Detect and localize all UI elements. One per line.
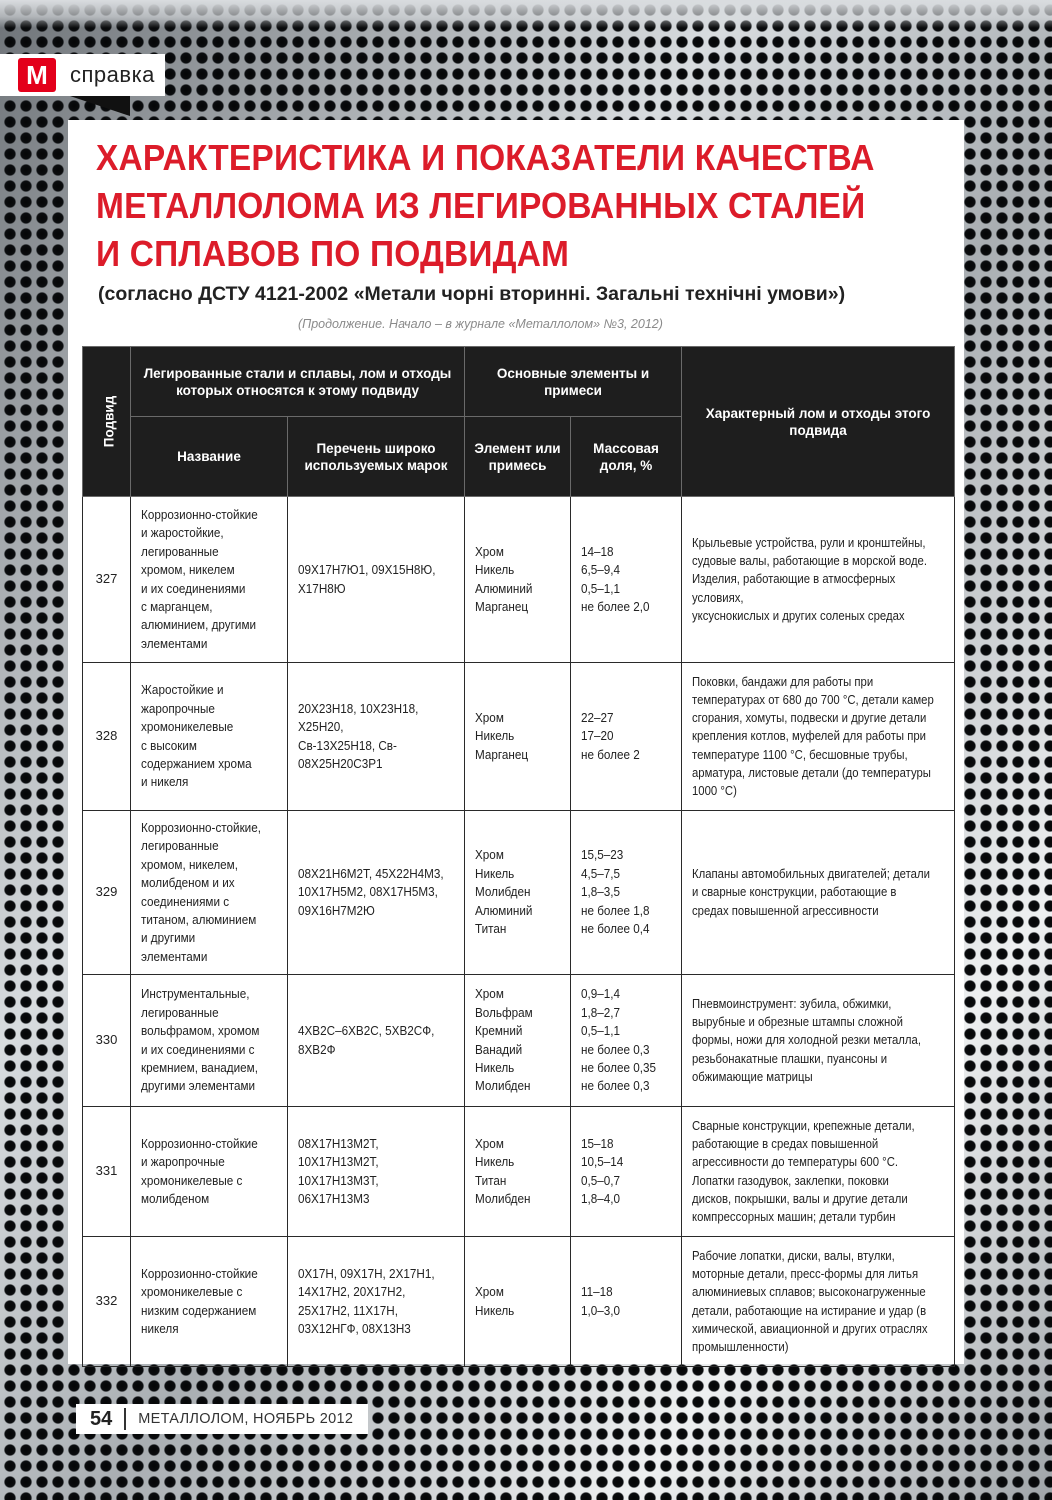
cell-line: не более 0,35 <box>581 1059 657 1075</box>
elements-list <box>465 663 571 811</box>
cell-line: алюминиевых сплавов; высоконагруженные <box>692 1285 926 1300</box>
cell-line: 1,0–3,0 <box>581 1302 621 1318</box>
scrap-description <box>682 1107 955 1237</box>
scrap-description <box>682 975 955 1107</box>
cell-line: 4ХВ2С–6ХВ2С, 5ХВ2СФ, <box>298 1023 435 1039</box>
cell-line: работающие в средах повышенной <box>692 1137 879 1152</box>
subtype-name <box>131 497 288 663</box>
cell-line: Никель <box>475 1154 515 1170</box>
cell-line: Рабочие лопатки, диски, валы, втулки, <box>692 1248 895 1263</box>
cell-line: дисков, покрышки, валы и другие детали <box>692 1191 908 1206</box>
cell-line: химической, авиационной и других отраслях <box>692 1321 928 1336</box>
table-row <box>83 1107 955 1237</box>
table-row <box>83 975 955 1107</box>
cell-line: Марганец <box>475 598 529 614</box>
cell-line: титаном, алюминием <box>141 911 257 927</box>
header-name: Название <box>131 417 288 497</box>
cell-line: другими элементами <box>141 1078 256 1094</box>
footer-separator <box>124 1408 126 1430</box>
cell-line: Алюминий <box>475 580 533 596</box>
cell-line: Алюминий <box>475 902 533 918</box>
cell-line: с марганцем, <box>141 598 213 614</box>
grades-list <box>288 1107 465 1237</box>
cell-line: низким содержанием <box>141 1302 257 1318</box>
cell-line: Титан <box>475 1172 507 1188</box>
table-row <box>83 497 955 663</box>
cell-line: Св-13Х25Н18, Св- <box>298 737 397 753</box>
steel-subtypes-table <box>82 346 955 1367</box>
cell-line: 08Х21Н6М2Т, 45Х22Н4М3, <box>298 865 444 881</box>
page-number: 54 <box>90 1407 113 1430</box>
cell-line: Хром <box>475 543 504 559</box>
cell-line: Хром <box>475 1135 504 1151</box>
section-tab <box>0 54 165 96</box>
cell-line: 8ХВ2Ф <box>298 1041 336 1057</box>
subtype-number: 328 <box>83 663 131 811</box>
cell-line: Хром <box>475 847 504 863</box>
cell-line: 20Х23Н18, 10Х23Н18, <box>298 700 419 716</box>
cell-line: и их соединениями <box>141 580 246 596</box>
cell-line: компрессорных машин; детали турбин <box>692 1209 896 1224</box>
cell-line: Коррозионно-стойкие <box>141 1265 258 1281</box>
cell-line: детали, работающие на истирание и удар (в <box>692 1303 927 1318</box>
cell-line: средах повышенной агрессивности <box>692 903 879 918</box>
cell-line: никеля <box>141 1320 179 1336</box>
cell-line: 14Х17Н2, 20Х17Н2, <box>298 1284 406 1300</box>
cell-line: Молибден <box>475 1190 531 1206</box>
elements-list <box>465 497 571 663</box>
subtype-number: 331 <box>83 1107 131 1237</box>
cell-line: Хром <box>475 1284 504 1300</box>
fractions-list <box>571 1107 682 1237</box>
cell-line: Никель <box>475 1059 515 1075</box>
cell-line: Изделия, работающие в атмосферных условиях, <box>692 572 896 605</box>
header-group: Легированные стали и сплавы, лом и отходы которых относятся к этому подвиду <box>131 347 465 417</box>
subtype-name <box>131 975 288 1107</box>
cell-line: Коррозионно-стойкие <box>141 506 258 522</box>
cell-line: Титан <box>475 921 507 937</box>
header-element: Элемент или примесь <box>465 417 571 497</box>
tab-wedge-decoration <box>70 96 130 116</box>
cell-line: элементами <box>141 948 208 964</box>
cell-line: легированные <box>141 838 219 854</box>
cell-line: 0,5–1,1 <box>581 1023 621 1039</box>
subtype-name <box>131 1107 288 1237</box>
fractions-list <box>571 811 682 975</box>
fractions-list <box>571 1237 682 1367</box>
cell-line: агрессивности до температуры 600 °С. <box>692 1155 899 1170</box>
cell-line: Поковки, бандажи для работы при <box>692 674 874 689</box>
cell-line: 11–18 <box>581 1284 613 1300</box>
cell-line: сгорания, хомуты, подвески и другие детали <box>692 711 927 726</box>
cell-line: 1,8–2,7 <box>581 1004 621 1020</box>
cell-line: хромоникелевые с <box>141 1284 243 1300</box>
cell-line: 17–20 <box>581 728 614 744</box>
cell-line: 06Х17Н13М3 <box>298 1190 370 1206</box>
cell-line: элементами <box>141 635 208 651</box>
title-line: И СПЛАВОВ ПО ПОДВИДАМ <box>96 233 570 274</box>
page-footer <box>76 1404 368 1434</box>
page-title <box>96 134 896 278</box>
cell-line: 1,8–3,5 <box>581 884 621 900</box>
cell-line: и сварные конструкции, работающие в <box>692 885 897 900</box>
cell-line: не более 2 <box>581 746 640 762</box>
cell-line: 10Х17Н13М3Т, <box>298 1172 379 1188</box>
cell-line: 0,5–0,7 <box>581 1172 621 1188</box>
cell-line: Молибден <box>475 884 531 900</box>
scrap-description <box>682 663 955 811</box>
cell-line: 08Х17Н13М2Т, <box>298 1135 379 1151</box>
cell-line: Никель <box>475 562 515 578</box>
header-fraction: Массовая доля, % <box>571 417 682 497</box>
scrap-description <box>682 1237 955 1367</box>
cell-line: молибденом <box>141 1190 210 1206</box>
cell-line: и никеля <box>141 774 189 790</box>
cell-line: Хром <box>475 709 504 725</box>
cell-line: температуре 1100 °С, бесшовные трубы, <box>692 747 908 762</box>
subtype-name <box>131 663 288 811</box>
cell-line: 08Х25Н20С3Р1 <box>298 755 383 771</box>
cell-line: 1000 °С) <box>692 784 737 798</box>
fractions-list <box>571 497 682 663</box>
cell-line: 0,5–1,1 <box>581 580 621 596</box>
cell-line: не более 0,3 <box>581 1078 650 1094</box>
cell-line: и жаростойкие, <box>141 525 224 541</box>
subtype-number: 329 <box>83 811 131 975</box>
section-label: справка <box>70 62 155 87</box>
continuation-note: (Продолжение. Начало – в журнале «Металлолом» №3, 2012) <box>298 317 663 331</box>
cell-line: Коррозионно-стойкие <box>141 1135 258 1151</box>
cell-line: не более 1,8 <box>581 902 650 918</box>
cell-line: молибденом и их <box>141 875 235 891</box>
cell-line: Инструментальные, <box>141 986 250 1002</box>
cell-line: вольфрамом, хромом <box>141 1023 260 1039</box>
cell-line: 03Х12НГФ, 08Х13Н3 <box>298 1320 411 1336</box>
cell-line: 25Х17Н2, 11Х17Н, <box>298 1302 398 1318</box>
elements-list <box>465 975 571 1107</box>
elements-list <box>465 811 571 975</box>
cell-line: Марганец <box>475 746 529 762</box>
cell-line: 0Х17Н, 09Х17Н, 2Х17Н1, <box>298 1265 435 1281</box>
cell-line: Хром <box>475 986 504 1002</box>
title-line: ХАРАКТЕРИСТИКА И ПОКАЗАТЕЛИ КАЧЕСТВА <box>96 137 875 178</box>
grades-list <box>288 497 465 663</box>
header-elements-group: Основные элементы и примеси <box>465 347 682 417</box>
top-gradient <box>0 0 1052 28</box>
grades-list <box>288 975 465 1107</box>
cell-line: хромом, никелем <box>141 562 235 578</box>
cell-line: 15,5–23 <box>581 847 624 863</box>
cell-line: 0,9–1,4 <box>581 986 621 1002</box>
subtype-number: 332 <box>83 1237 131 1367</box>
cell-line: промышленности) <box>692 1339 789 1354</box>
cell-line: Жаростойкие и <box>141 682 224 698</box>
header-grades: Перечень широко используемых марок <box>288 417 465 497</box>
cell-line: Никель <box>475 865 515 881</box>
cell-line: резьбонакатные плашки, пуансоны и <box>692 1051 888 1066</box>
cell-line: хромоникелевые с <box>141 1172 243 1188</box>
cell-line: Никель <box>475 728 515 744</box>
cell-line: 6,5–9,4 <box>581 562 621 578</box>
scrap-description <box>682 811 955 975</box>
cell-line: кремнием, ванадием, <box>141 1059 258 1075</box>
cell-line: 10Х17Н13М2Т, <box>298 1154 379 1170</box>
cell-line: Х17Н8Ю <box>298 580 346 596</box>
cell-line: температурах от 680 до 700 °С, детали камер <box>692 692 934 707</box>
cell-line: Коррозионно-стойкие, <box>141 819 261 835</box>
table-row <box>83 663 955 811</box>
table-row <box>83 811 955 975</box>
cell-line: не более 0,4 <box>581 921 650 937</box>
cell-line: вырубные и обрезные штампы сложной <box>692 1015 903 1030</box>
grades-list <box>288 1237 465 1367</box>
cell-line: соединениями с <box>141 893 230 909</box>
cell-line: Ванадий <box>475 1041 523 1057</box>
cell-line: жаропрочные <box>141 700 215 716</box>
cell-line: легированные <box>141 1004 219 1020</box>
cell-line: не более 2,0 <box>581 598 650 614</box>
elements-list <box>465 1107 571 1237</box>
cell-line: Сварные конструкции, крепежные детали, <box>692 1118 915 1133</box>
magazine-logo: M <box>18 58 56 92</box>
cell-line: 4,5–7,5 <box>581 865 621 881</box>
cell-line: арматура, листовые детали (до температуры <box>692 765 931 780</box>
cell-line: Лопатки газодувок, заклепки, поковки <box>692 1173 889 1188</box>
table-row <box>83 1237 955 1367</box>
fractions-list <box>571 663 682 811</box>
cell-line: алюминием, другими <box>141 617 257 633</box>
fractions-list <box>571 975 682 1107</box>
cell-line: Крыльевые устройства, рули и кронштейны, <box>692 535 926 550</box>
elements-list <box>465 1237 571 1367</box>
cell-line: Кремний <box>475 1023 523 1039</box>
cell-line: с высоким <box>141 737 197 753</box>
cell-line: уксуснокислых и других соленых средах <box>692 608 905 623</box>
cell-line: 10,5–14 <box>581 1154 624 1170</box>
cell-line: судовые валы, работающие в морской воде. <box>692 554 928 569</box>
table-body <box>83 497 955 1367</box>
cell-line: 14–18 <box>581 543 614 559</box>
cell-line: и жаропрочные <box>141 1154 225 1170</box>
cell-line: крепления котлов, муфелей для работы при <box>692 729 927 744</box>
cell-line: Х25Н20, <box>298 719 344 735</box>
cell-line: 15–18 <box>581 1135 614 1151</box>
cell-line: Клапаны автомобильных двигателей; детали <box>692 867 930 882</box>
cell-line: содержанием хрома <box>141 755 252 771</box>
cell-line: 1,8–4,0 <box>581 1190 621 1206</box>
cell-line: Никель <box>475 1302 515 1318</box>
title-line: МЕТАЛЛОЛОМА ИЗ ЛЕГИРОВАННЫХ СТАЛЕЙ <box>96 185 866 226</box>
scrap-description <box>682 497 955 663</box>
cell-line: формы, ножи для холодной резки металла, <box>692 1033 922 1048</box>
cell-line: 22–27 <box>581 709 614 725</box>
cell-line: 09Х17Н7Ю1, 09Х15Н8Ю, <box>298 562 436 578</box>
cell-line: не более 0,3 <box>581 1041 650 1057</box>
cell-line: легированные <box>141 543 219 559</box>
magazine-issue: МЕТАЛЛОЛОМ, НОЯБРЬ 2012 <box>138 1411 354 1427</box>
cell-line: Пневмоинструмент: зубила, обжимки, <box>692 996 892 1011</box>
cell-line: 10Х17Н5М2, 08Х17Н5М3, <box>298 884 438 900</box>
subtype-name <box>131 811 288 975</box>
cell-line: Молибден <box>475 1078 531 1094</box>
grades-list <box>288 663 465 811</box>
cell-line: хромом, никелем, <box>141 856 238 872</box>
subtype-number: 330 <box>83 975 131 1107</box>
cell-line: 09Х16Н7М2Ю <box>298 902 375 918</box>
cell-line: и их соединениями с <box>141 1041 255 1057</box>
cell-line: обжимающие матрицы <box>692 1069 813 1084</box>
subtype-number: 327 <box>83 497 131 663</box>
standard-subtitle: (согласно ДСТУ 4121-2002 «Метали чорні вторинні. Загальні технічні умови») <box>98 283 846 305</box>
cell-line: и другими <box>141 930 196 946</box>
header-scrap: Характерный лом и отходы этого подвида <box>682 347 955 497</box>
cell-line: Вольфрам <box>475 1004 533 1020</box>
grades-list <box>288 811 465 975</box>
subtype-name <box>131 1237 288 1367</box>
header-subtype: Подвид <box>83 347 131 497</box>
cell-line: хромоникелевые <box>141 719 234 735</box>
cell-line: моторные детали, пресс-формы для литья <box>692 1267 919 1282</box>
